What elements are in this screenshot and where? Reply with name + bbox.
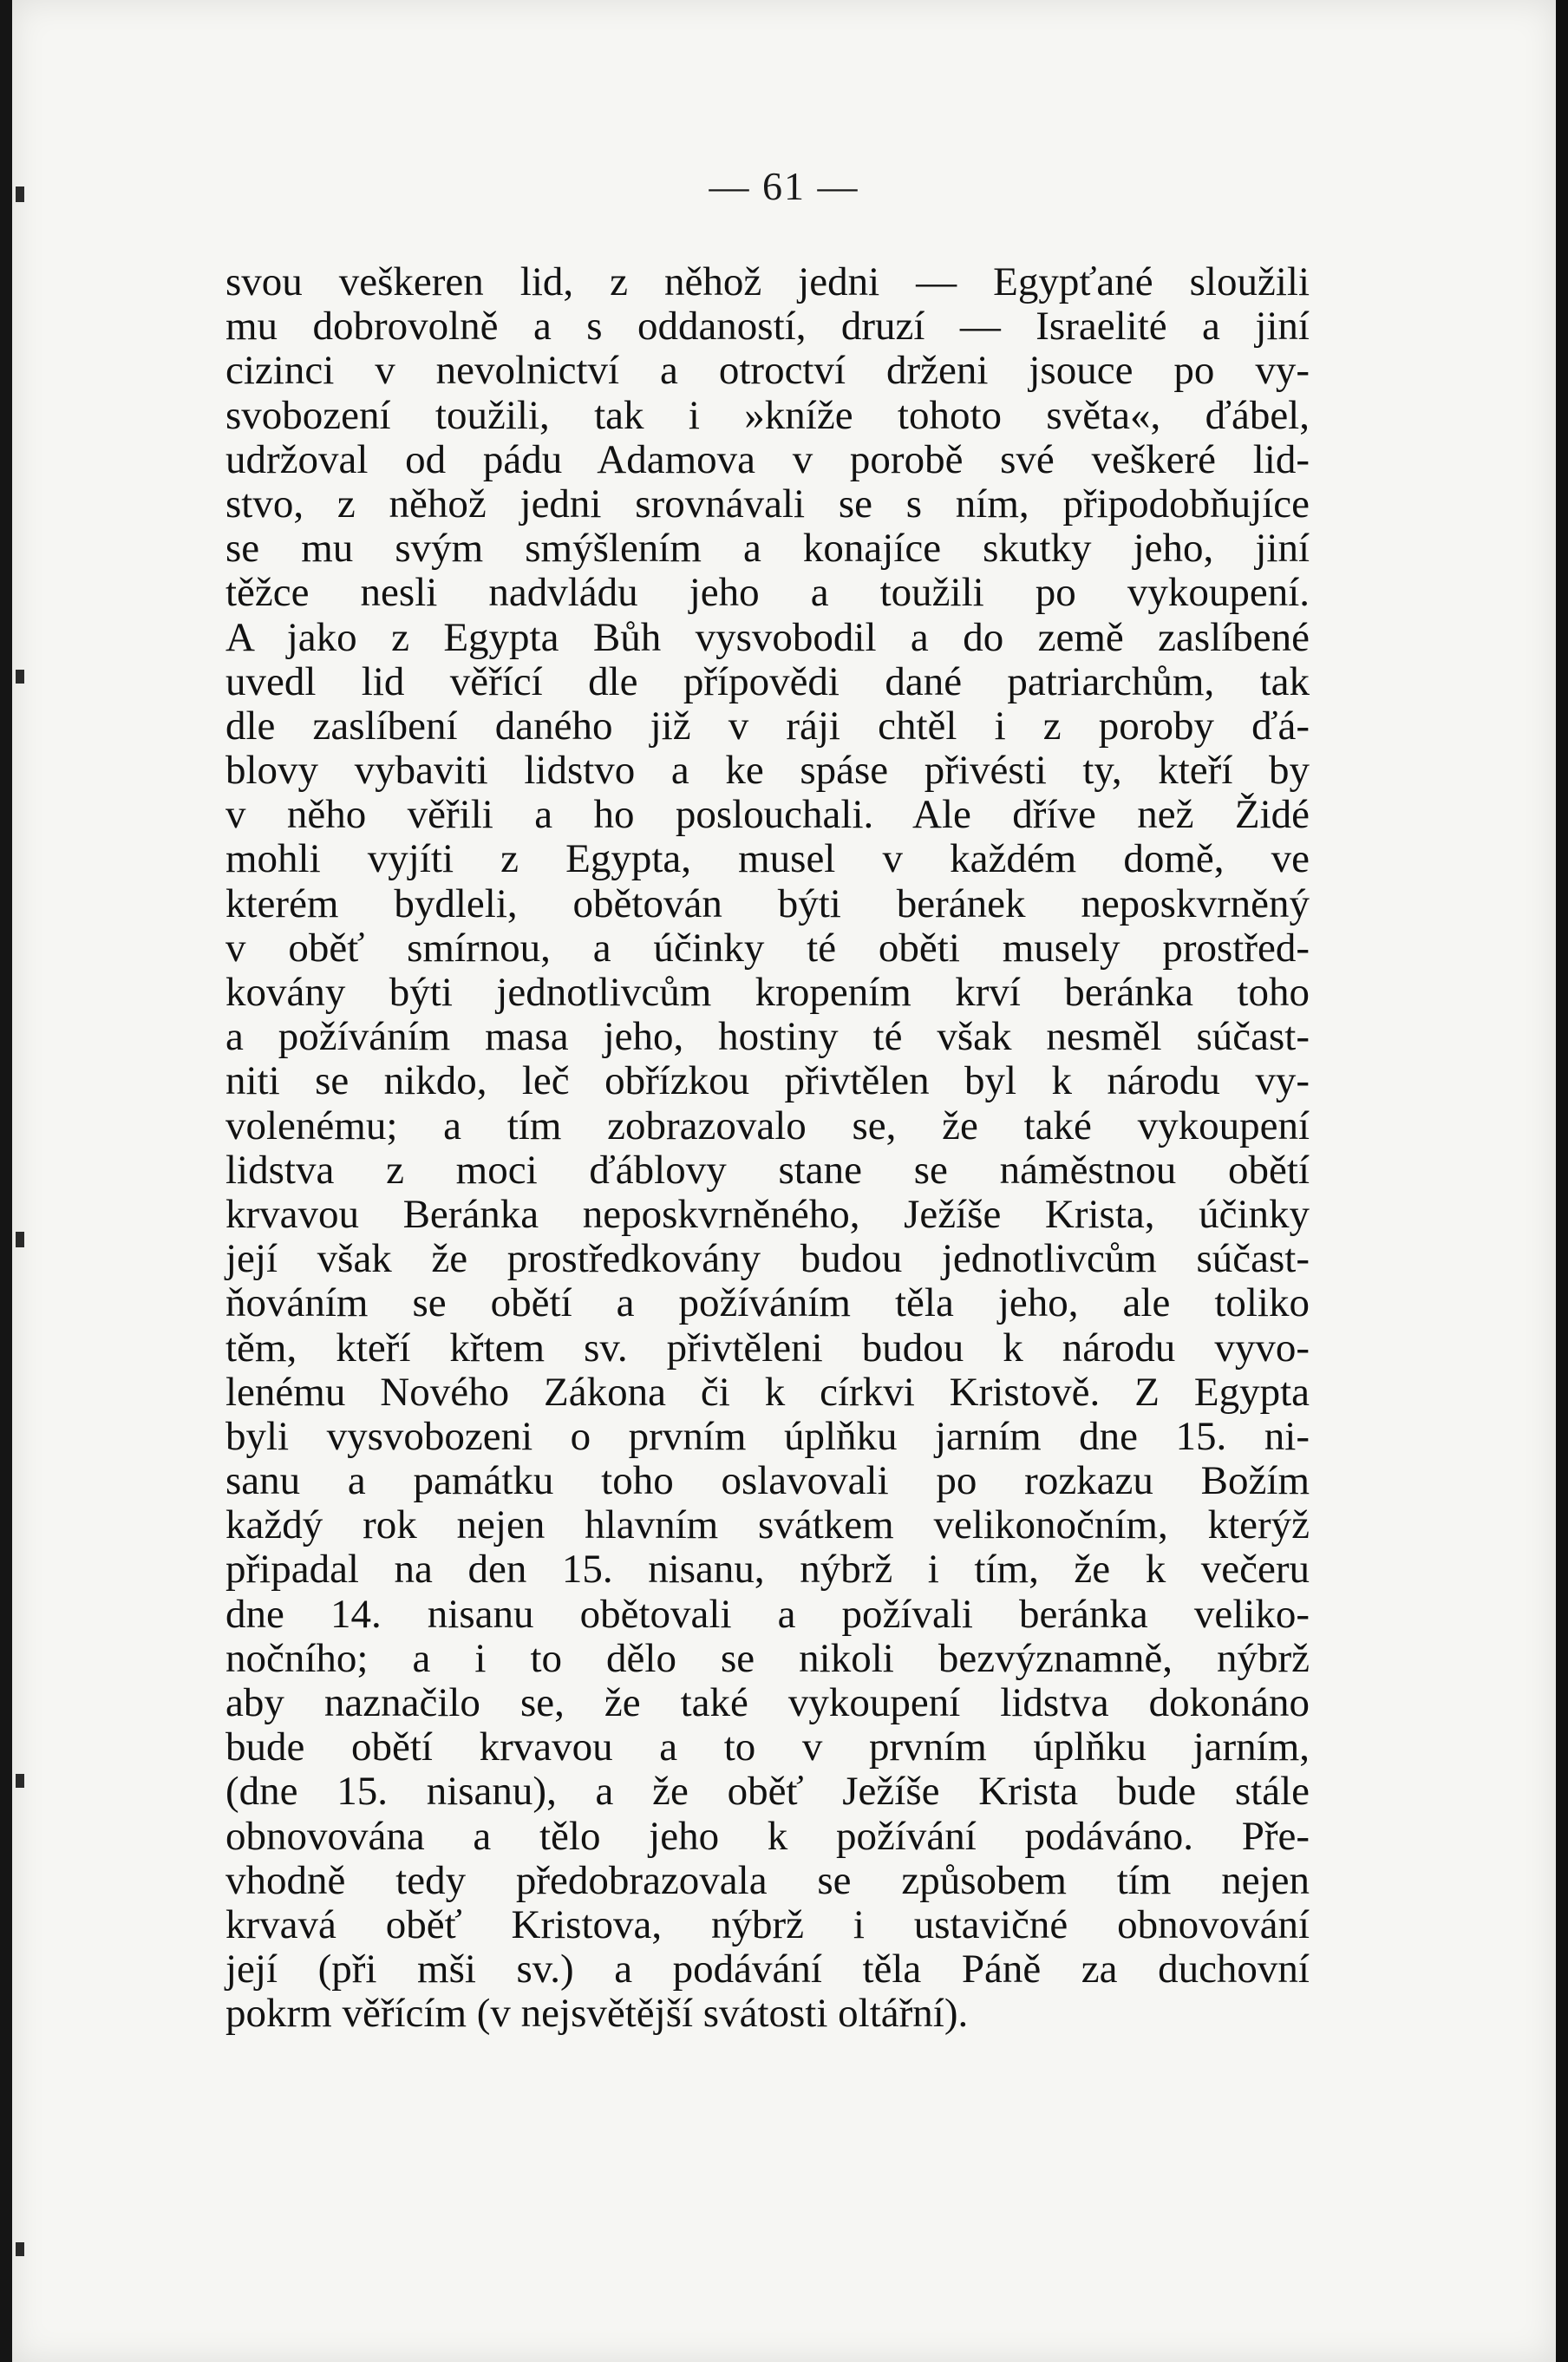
text-line: mohli vyjíti z Egypta, musel v každém domě, ve xyxy=(225,836,1310,882)
binding-mark xyxy=(16,1232,24,1247)
body-text xyxy=(225,260,1310,2037)
text-line: pokrm věřícím (v nejsvětější svátosti oltářní). xyxy=(225,1991,969,2037)
text-line: volenému; a tím zobrazovalo se, že také vykoupení xyxy=(225,1102,1310,1148)
text-line: blovy vybaviti lidstvo a ke spáse přivésti ty, kteří by xyxy=(225,748,1310,794)
text-line: svou veškeren lid, z něhož jedni — Egypťané sloužili xyxy=(225,259,1310,304)
text-line: její však že prostředkovány budou jednotlivcům súčast- xyxy=(225,1236,1310,1282)
text-line: těžce nesli nadvládu jeho a toužili po vykoupení. xyxy=(225,570,1310,616)
text-line: kovány býti jednotlivcům kropením krví beránka toho xyxy=(225,970,1310,1015)
book-page xyxy=(12,0,1556,2362)
text-line: připadal na den 15. nisanu, nýbrž i tím, že k večeru xyxy=(225,1547,1310,1593)
text-line: lenému Nového Zákona či k církvi Kristově. Z Egypta xyxy=(225,1369,1310,1415)
text-line: nočního; a i to dělo se nikoli bezvýznamně, nýbrž xyxy=(225,1635,1310,1681)
binding-mark xyxy=(16,670,24,684)
text-line: byli vysvobozeni o prvním úplňku jarním dne 15. ni- xyxy=(225,1413,1310,1459)
text-line: (dne 15. nisanu), a že oběť Ježíše Krista bude stále xyxy=(225,1769,1310,1815)
text-line: niti se nikdo, leč obřízkou přivtělen byl k národu vy- xyxy=(225,1058,1310,1104)
text-line: udržoval od pádu Adamova v porobě své veškeré lid- xyxy=(225,436,1310,482)
text-line: krvavá oběť Kristova, nýbrž i ustavičné obnovování xyxy=(225,1901,1310,1947)
text-line: sanu a památku toho oslavovali po rozkazu Božím xyxy=(225,1458,1310,1504)
text-line: svobození toužili, tak i »kníže tohoto světa«, ďábel, xyxy=(225,392,1310,438)
text-line: v něho věřili a ho poslouchali. Ale dříve než Židé xyxy=(225,792,1310,838)
text-line: lidstva z moci ďáblovy stane se náměstnou obětí xyxy=(225,1147,1310,1193)
scan-edge-right xyxy=(1556,0,1568,2362)
text-line: těm, kteří křtem sv. přivtěleni budou k národu vyvo- xyxy=(225,1325,1310,1371)
text-line: dne 14. nisanu obětovali a požívali beránka veliko- xyxy=(225,1591,1310,1637)
text-line: se mu svým smýšlením a konajíce skutky jeho, jiní xyxy=(225,526,1310,572)
text-line: v oběť smírnou, a účinky té oběti musely prostřed- xyxy=(225,925,1310,971)
text-line: A jako z Egypta Bůh vysvobodil a do země zaslíbené xyxy=(225,614,1310,660)
text-line: a požíváním masa jeho, hostiny té však nesměl súčast- xyxy=(225,1014,1310,1060)
text-line: dle zaslíbení daného již v ráji chtěl i z poroby ďá- xyxy=(225,703,1310,749)
text-line: mu dobrovolně a s oddaností, druzí — Israelité a jiní xyxy=(225,304,1310,350)
text-line: uvedl lid věřící dle přípovědi dané patriarchům, tak xyxy=(225,658,1310,704)
text-line: stvo, z něhož jedni srovnávali se s ním, připodobňujíce xyxy=(225,481,1310,527)
scan-edge-left xyxy=(0,0,12,2362)
text-line: kterém bydleli, obětován býti beránek neposkvrněný xyxy=(225,880,1310,926)
text-line: cizinci v nevolnictví a otroctví drženi jsouce po vy- xyxy=(225,348,1310,394)
text-line: každý rok nejen hlavním svátkem velikonočním, kterýž xyxy=(225,1502,1310,1548)
text-line: ňováním se obětí a požíváním těla jeho, ale toliko xyxy=(225,1280,1310,1326)
text-line: vhodně tedy předobrazovala se způsobem tím nejen xyxy=(225,1857,1310,1903)
text-line: její (při mši sv.) a podávání těla Páně za duchovní xyxy=(225,1947,1310,1992)
binding-mark xyxy=(16,2242,24,2256)
text-line: obnovována a tělo jeho k požívání podáváno. Pře- xyxy=(225,1813,1310,1859)
page-number: — 61 — xyxy=(709,164,859,208)
binding-mark xyxy=(16,1774,24,1788)
text-line: aby naznačilo se, že také vykoupení lidstva dokonáno xyxy=(225,1680,1310,1725)
text-line: bude obětí krvavou a to v prvním úplňku jarním, xyxy=(225,1724,1310,1770)
text-line: krvavou Beránka neposkvrněného, Ježíše Krista, účinky xyxy=(225,1191,1310,1237)
